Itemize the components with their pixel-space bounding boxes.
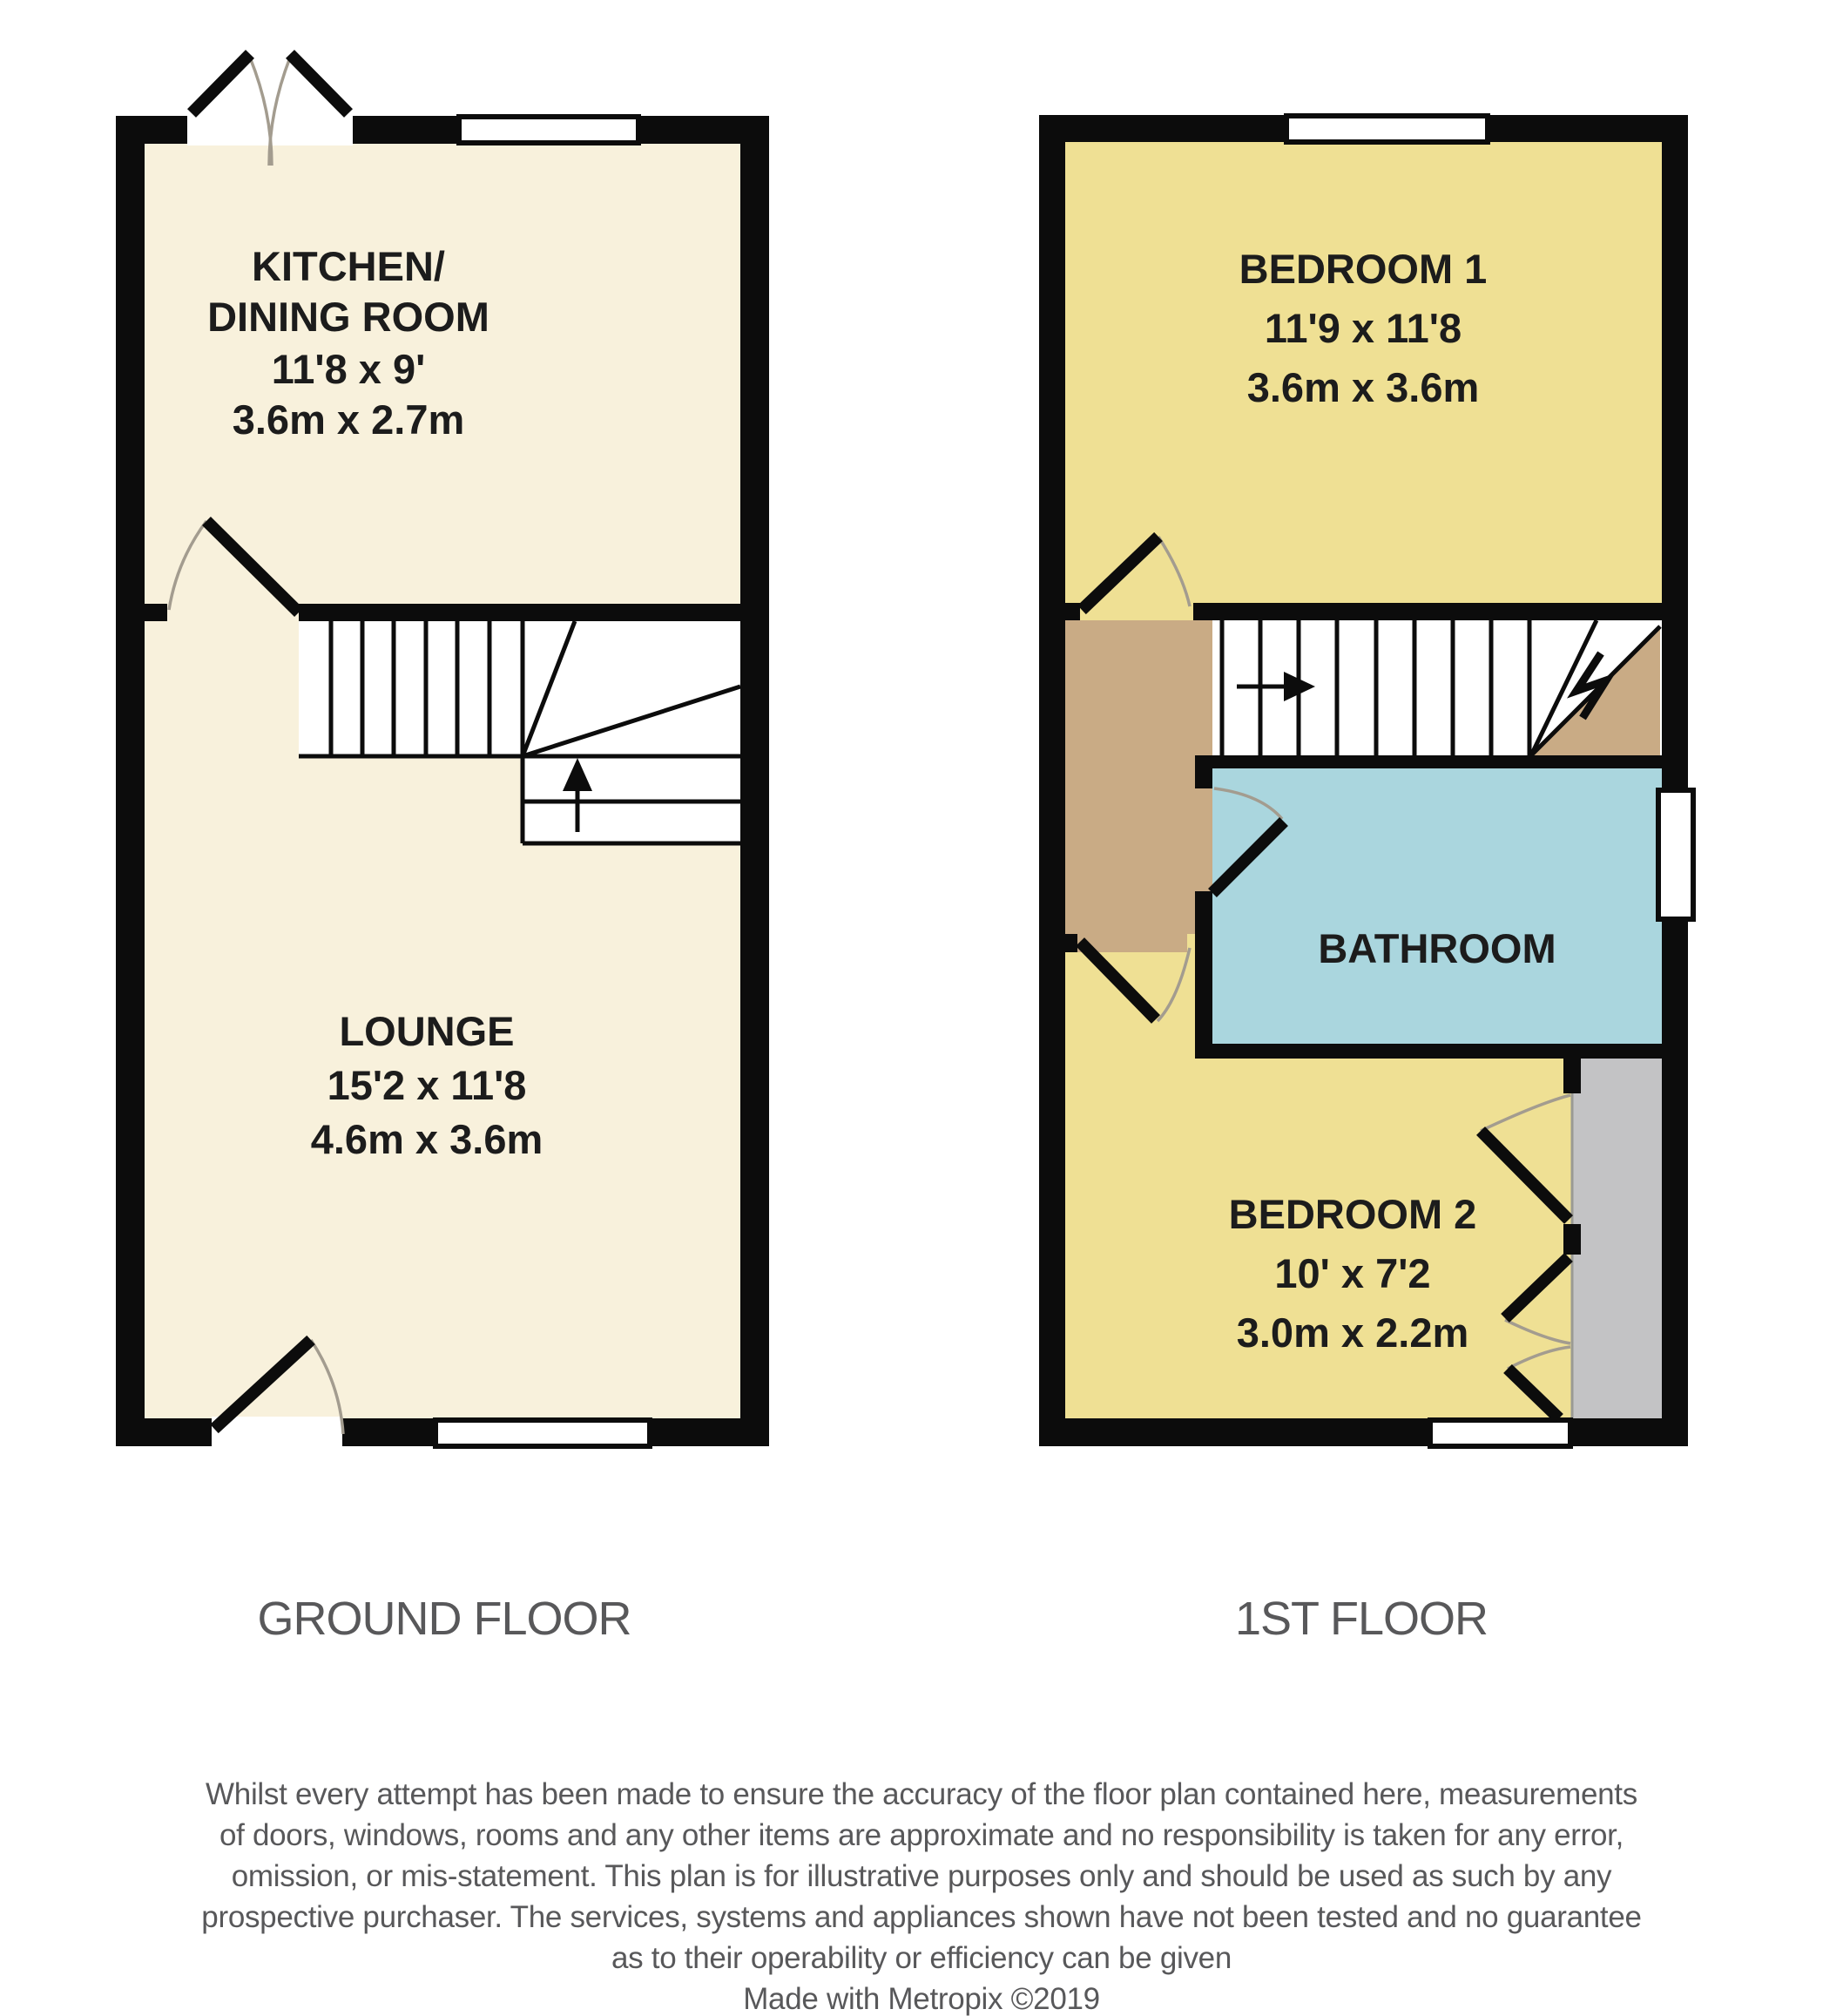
bedroom2-label: BEDROOM 2: [1228, 1191, 1477, 1237]
kitchen-window: [459, 117, 638, 143]
landing: [1065, 620, 1212, 934]
first-floor-plan: [1039, 115, 1693, 1645]
disclaimer: [0, 1774, 1843, 2016]
bedroom1-window: [1286, 116, 1488, 142]
ground-floor-label: GROUND FLOOR: [257, 1593, 631, 1645]
kitchen-label: KITCHEN/: [252, 243, 445, 289]
wardrobe: [1572, 1059, 1662, 1418]
ground-floor-plan: [116, 54, 769, 1645]
lounge-dims-metric: 4.6m x 3.6m: [310, 1116, 543, 1162]
disclaimer-line: prospective purchaser. The services, systems and appliances shown have not been tested and no guarantee: [201, 1900, 1642, 1934]
bathroom-floor: [1212, 768, 1662, 1044]
bedroom2-dims-metric: 3.0m x 2.2m: [1236, 1309, 1469, 1356]
bedroom1-label: BEDROOM 1: [1239, 246, 1488, 292]
first-floor-label: 1ST FLOOR: [1234, 1593, 1489, 1645]
disclaimer-line: as to their operability or efficiency can be given: [611, 1941, 1232, 1975]
bathroom-label: BATHROOM: [1318, 925, 1556, 971]
kitchen-label-line2: DINING ROOM: [207, 294, 489, 340]
kitchen-dims-imperial: 11'8 x 9': [271, 346, 426, 392]
bedroom2-dims-imperial: 10' x 7'2: [1274, 1250, 1431, 1296]
bedroom1-dims-metric: 3.6m x 3.6m: [1246, 364, 1480, 410]
bedroom2-window: [1430, 1420, 1570, 1446]
disclaimer-line: of doors, windows, rooms and any other items are approximate and no responsibility is taken for any error,: [219, 1818, 1624, 1852]
bedroom1-dims-imperial: 11'9 x 11'8: [1264, 305, 1462, 351]
lounge-window: [435, 1420, 650, 1446]
disclaimer-line: omission, or mis-statement. This plan is for illustrative purposes only and should be used as such by any: [231, 1859, 1612, 1893]
bathroom-window: [1658, 790, 1693, 919]
lounge-dims-imperial: 15'2 x 11'8: [327, 1062, 527, 1108]
kitchen-dims-metric: 3.6m x 2.7m: [232, 396, 465, 443]
credit-line: Made with Metropix ©2019: [743, 1982, 1100, 2016]
disclaimer-line: Whilst every attempt has been made to ensure the accuracy of the floor plan contained here, measurements: [206, 1777, 1637, 1811]
lounge-label: LOUNGE: [339, 1008, 515, 1054]
ground-stairs-flight-area: [299, 621, 740, 756]
